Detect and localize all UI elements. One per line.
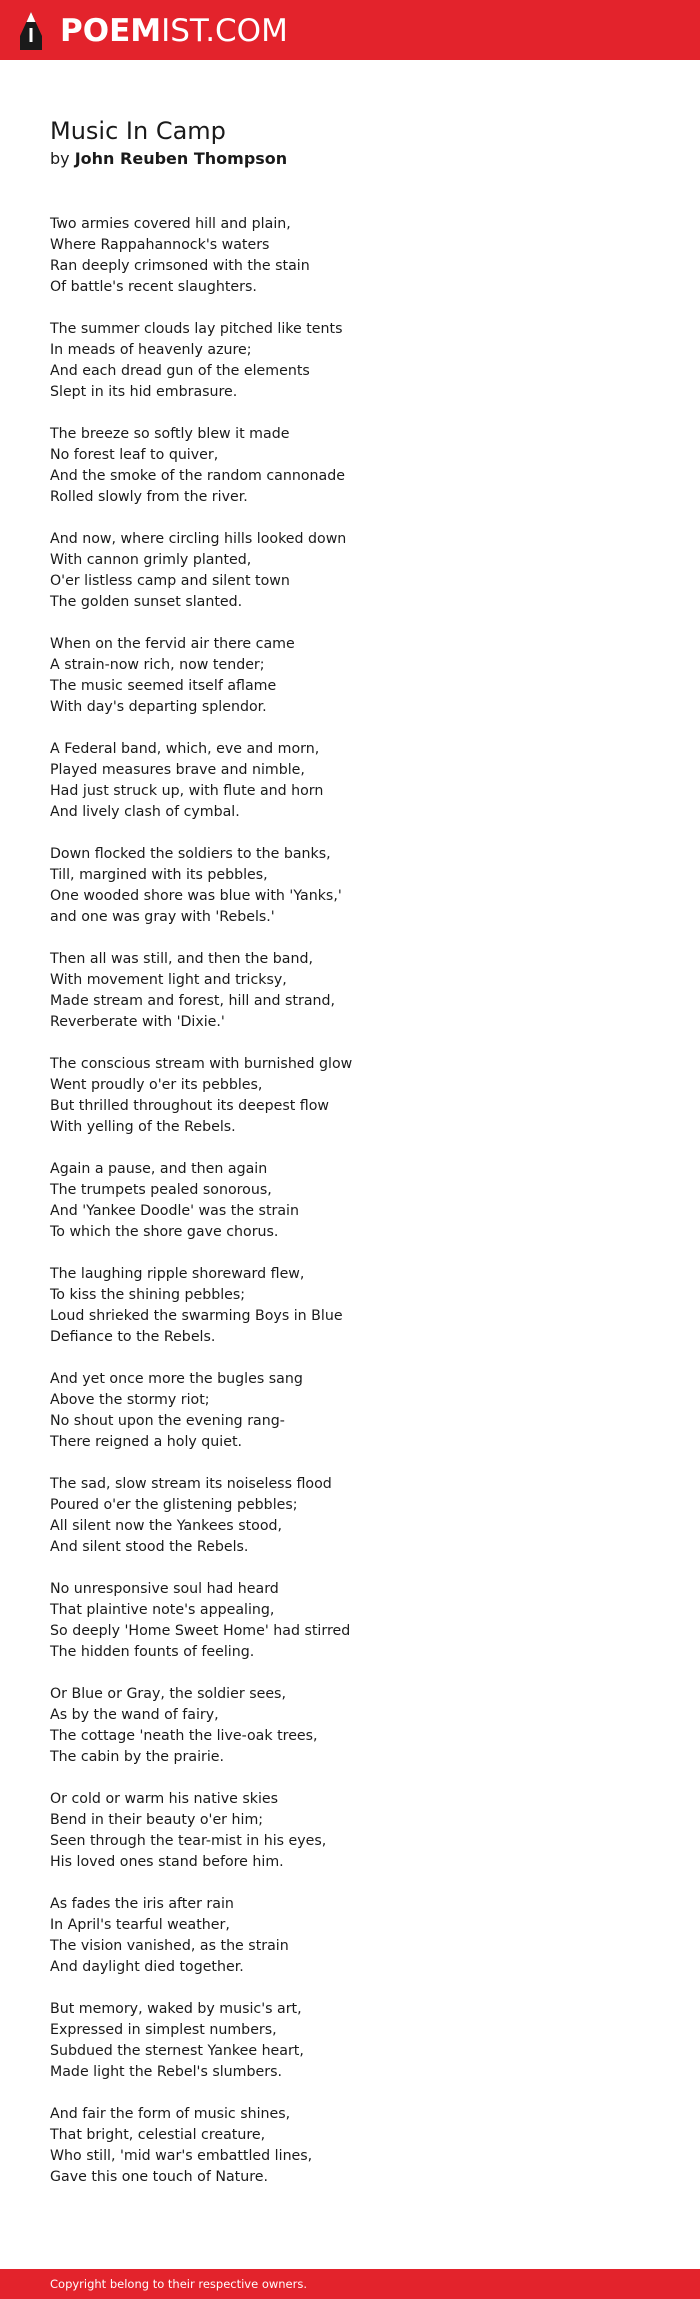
poem-line: The cabin by the prairie. (50, 1749, 225, 1765)
poem-line: No shout upon the evening rang- (50, 1413, 285, 1429)
poem-line: As by the wand of fairy, (50, 1707, 219, 1723)
poem-line: Seen through the tear-mist in his eyes, (50, 1833, 327, 1849)
poem-line: Then all was still, and then the band, (50, 951, 313, 967)
poem-line: But thrilled throughout its deepest flow (50, 1098, 330, 1114)
poem-line: Subdued the sternest Yankee heart, (50, 2043, 304, 2059)
poem-line: Who still, 'mid war's embattled lines, (50, 2148, 313, 2164)
site-footer (0, 2269, 700, 2299)
poem-line: When on the fervid air there came (50, 636, 295, 652)
poem-line: In meads of heavenly azure; (50, 342, 252, 358)
copyright-text: Copyright belong to their respective owners. (50, 2277, 308, 2291)
poem-line: Two armies covered hill and plain, (50, 216, 291, 232)
poem-line: With yelling of the Rebels. (50, 1119, 236, 1135)
poem-line: With movement light and tricksy, (50, 972, 287, 988)
poem-line: The hidden founts of feeling. (50, 1644, 255, 1660)
poem-line: Went proudly o'er its pebbles, (50, 1077, 263, 1093)
logo-text-bold: POEM (60, 13, 162, 49)
poem-line: A strain-now rich, now tender; (50, 657, 265, 673)
poem-line: Had just struck up, with flute and horn (50, 783, 324, 799)
author-link[interactable]: John Reuben Thompson (74, 149, 288, 168)
stanza (50, 424, 650, 508)
poem-line: Again a pause, and then again (50, 1161, 268, 1177)
poem-line: And lively clash of cymbal. (50, 804, 240, 820)
poem-line: The vision vanished, as the strain (50, 1938, 289, 1954)
poem-line: Of battle's recent slaughters. (50, 279, 257, 295)
poem-line: And fair the form of music shines, (50, 2106, 291, 2122)
poem-line: No unresponsive soul had heard (50, 1581, 279, 1597)
poem-line: The conscious stream with burnished glow (50, 1056, 353, 1072)
poem-line: The trumpets pealed sonorous, (50, 1182, 272, 1198)
poem-line: and one was gray with 'Rebels.' (50, 909, 275, 925)
poem-line: Down flocked the soldiers to the banks, (50, 846, 331, 862)
stanza (50, 1159, 650, 1243)
poem-line: Gave this one touch of Nature. (50, 2169, 268, 2185)
poem-line: O'er listless camp and silent town (50, 573, 290, 589)
poem-line: And now, where circling hills looked down (50, 531, 347, 547)
poem-line: That plaintive note's appealing, (50, 1602, 275, 1618)
stanza (50, 634, 650, 718)
poem-line: And daylight died together. (50, 1959, 244, 1975)
poem-line: One wooded shore was blue with 'Yanks,' (50, 888, 342, 904)
poem-line: As fades the iris after rain (50, 1896, 234, 1912)
stanza (50, 844, 650, 928)
stanza (50, 1894, 650, 1978)
stanza (50, 949, 650, 1033)
stanza (50, 319, 650, 403)
stanza (50, 1054, 650, 1138)
poem-line: A Federal band, which, eve and morn, (50, 741, 320, 757)
poem-line: There reigned a holy quiet. (50, 1434, 243, 1450)
poem-line: The cottage 'neath the live-oak trees, (50, 1728, 318, 1744)
poem-line: The laughing ripple shoreward flew, (50, 1266, 305, 1282)
poem-title: Music In Camp (50, 117, 226, 145)
poem-line: Or cold or warm his native skies (50, 1791, 279, 1807)
poem-line: So deeply 'Home Sweet Home' had stirred (50, 1623, 351, 1639)
stanza (50, 1999, 650, 2083)
poem-line: Poured o'er the glistening pebbles; (50, 1497, 298, 1513)
poem-line: Till, margined with its pebbles, (50, 867, 268, 883)
stanza (50, 739, 650, 823)
stanza (50, 1369, 650, 1453)
site-header (0, 0, 700, 60)
poem-line: Bend in their beauty o'er him; (50, 1812, 264, 1828)
poem-line: Expressed in simplest numbers, (50, 2022, 277, 2038)
logo-text-light: IST.COM (161, 13, 288, 49)
stanza (50, 1474, 650, 1558)
poem-content (50, 116, 650, 2209)
site-logo-text (60, 10, 288, 52)
poem-line: Reverberate with 'Dixie.' (50, 1014, 225, 1030)
poem-line: No forest leaf to quiver, (50, 447, 219, 463)
pencil-icon (18, 10, 44, 52)
poem-line: The music seemed itself aflame (50, 678, 277, 694)
poem-line: Rolled slowly from the river. (50, 489, 248, 505)
poem-line: All silent now the Yankees stood, (50, 1518, 283, 1534)
poem-line: And the smoke of the random cannonade (50, 468, 345, 484)
poem-line: In April's tearful weather, (50, 1917, 230, 1933)
poem-line: And yet once more the bugles sang (50, 1371, 303, 1387)
poem-body (50, 214, 650, 2188)
poem-line: And 'Yankee Doodle' was the strain (50, 1203, 299, 1219)
poem-line: Slept in its hid embrasure. (50, 384, 238, 400)
poem-line: Made light the Rebel's slumbers. (50, 2064, 282, 2080)
poem-line: Defiance to the Rebels. (50, 1329, 216, 1345)
byline (50, 148, 650, 170)
poem-line: Played measures brave and nimble, (50, 762, 305, 778)
poem-line: And silent stood the Rebels. (50, 1539, 249, 1555)
site-logo-link[interactable] (18, 10, 288, 52)
poem-line: To kiss the shining pebbles; (50, 1287, 246, 1303)
poem-line: With cannon grimly planted, (50, 552, 252, 568)
poem-line: The summer clouds lay pitched like tents (50, 321, 343, 337)
poem-line: With day's departing splendor. (50, 699, 267, 715)
poem-line: Ran deeply crimsoned with the stain (50, 258, 310, 274)
stanza (50, 2104, 650, 2188)
stanza (50, 1579, 650, 1663)
poem-line: Where Rappahannock's waters (50, 237, 270, 253)
poem-line: And each dread gun of the elements (50, 363, 310, 379)
poem-line: The sad, slow stream its noiseless flood (50, 1476, 332, 1492)
stanza (50, 529, 650, 613)
poem-line: Above the stormy riot; (50, 1392, 210, 1408)
by-label: by (50, 149, 70, 168)
poem-line: His loved ones stand before him. (50, 1854, 284, 1870)
poem-line: The breeze so softly blew it made (50, 426, 290, 442)
stanza (50, 1684, 650, 1768)
poem-line: Made stream and forest, hill and strand, (50, 993, 336, 1009)
poem-line: Loud shrieked the swarming Boys in Blue (50, 1308, 343, 1324)
poem-line: To which the shore gave chorus. (50, 1224, 279, 1240)
stanza (50, 1789, 650, 1873)
poem-line: Or Blue or Gray, the soldier sees, (50, 1686, 286, 1702)
stanza (50, 1264, 650, 1348)
poem-line: That bright, celestial creature, (50, 2127, 266, 2143)
poem-line: But memory, waked by music's art, (50, 2001, 302, 2017)
stanza (50, 214, 650, 298)
poem-line: The golden sunset slanted. (50, 594, 243, 610)
